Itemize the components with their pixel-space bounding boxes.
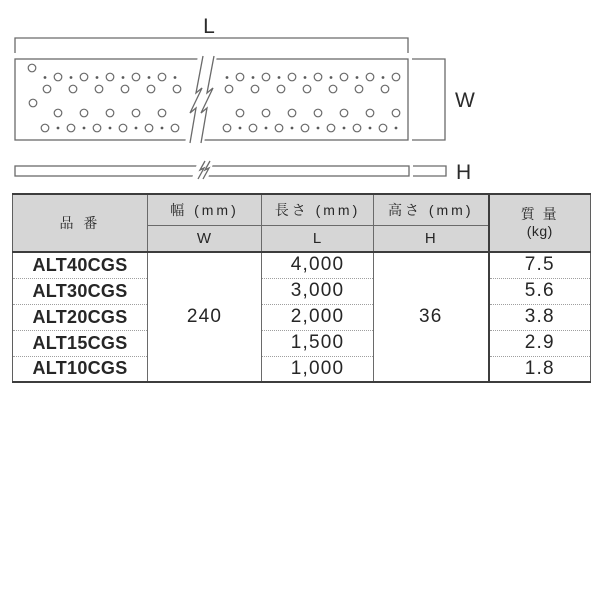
part-number-cell: ALT10CGS	[13, 356, 148, 382]
header-part-no: 品 番	[13, 194, 148, 252]
width-label: W	[455, 89, 475, 112]
header-width-symbol: W	[148, 225, 262, 252]
spec-table-header	[13, 194, 591, 252]
mass-cell: 5.6	[489, 278, 591, 304]
spec-table	[12, 193, 591, 383]
header-height-mm: 高さ (mm)	[374, 194, 489, 225]
header-mass	[489, 194, 591, 252]
part-number-cell: ALT40CGS	[32, 254, 128, 275]
length-cell: 4,000	[262, 252, 374, 278]
product-diagram	[0, 0, 600, 200]
part-number-cell: ALT15CGS	[13, 330, 148, 356]
table-row	[13, 278, 591, 304]
header-mass-unit: (kg)	[526, 223, 553, 239]
length-cell: 2,000	[262, 304, 374, 330]
height-label: H	[456, 161, 472, 184]
header-width-mm: 幅 (mm)	[148, 194, 262, 225]
length-label: L	[203, 15, 215, 38]
mass-cell: 2.9	[489, 330, 591, 356]
length-cell: 1,500	[262, 330, 374, 356]
table-row	[13, 330, 591, 356]
spec-table-body	[13, 252, 591, 382]
mass-cell: 7.5	[489, 252, 591, 278]
length-dimension-bracket	[15, 38, 408, 53]
width-dimension-bracket	[412, 59, 445, 140]
height-merged-cell: 36	[374, 252, 489, 382]
length-cell: 3,000	[262, 278, 374, 304]
mass-cell: 1.8	[489, 356, 591, 382]
mass-cell: 3.8	[489, 304, 591, 330]
table-row	[13, 356, 591, 382]
header-length-symbol: L	[262, 225, 374, 252]
plank-side-view	[15, 166, 409, 176]
table-row	[13, 304, 591, 330]
length-cell: 1,000	[262, 356, 374, 382]
part-number-cell: ALT30CGS	[13, 278, 148, 304]
width-merged-cell: 240	[148, 252, 262, 382]
part-number-cell: ALT20CGS	[13, 304, 148, 330]
header-height-symbol: H	[374, 225, 489, 252]
header-length-mm: 長さ (mm)	[262, 194, 374, 225]
height-dimension-bracket	[413, 166, 446, 176]
table-row	[13, 252, 591, 278]
header-mass-label: 質 量	[520, 206, 559, 222]
